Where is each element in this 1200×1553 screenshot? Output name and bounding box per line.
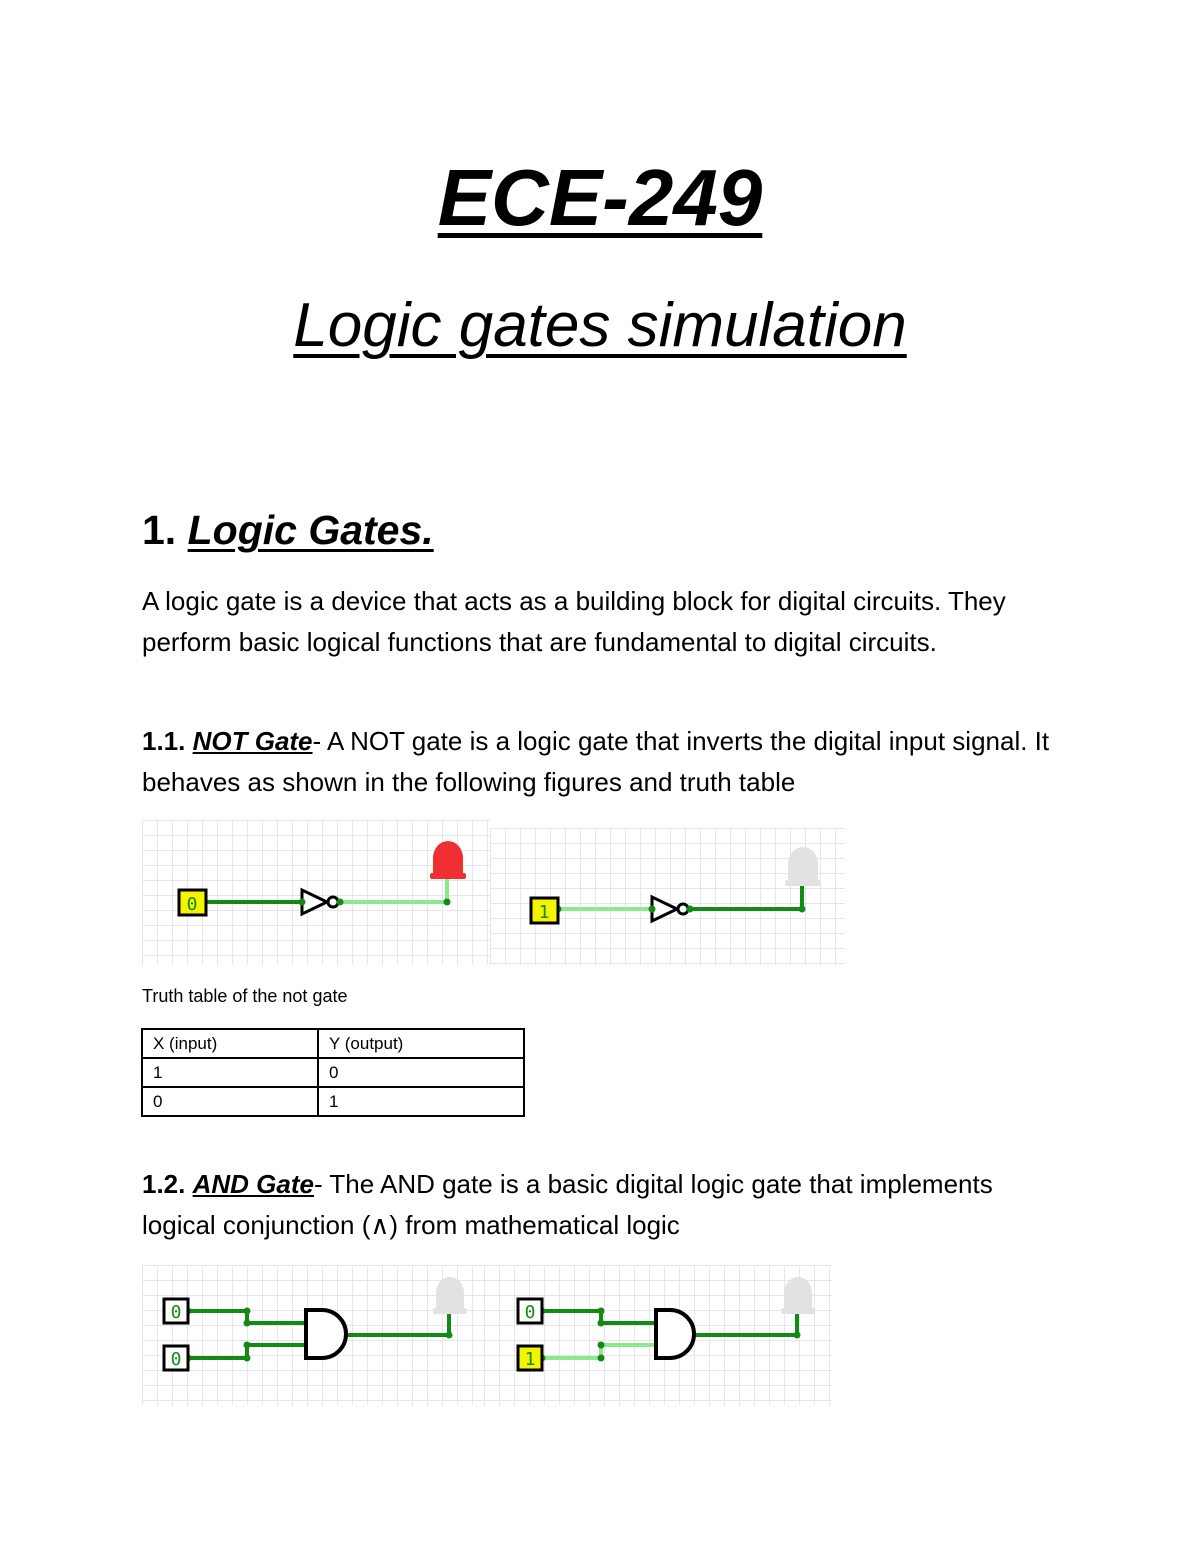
intro-paragraph: A logic gate is a device that acts as a building block for digital circuits. They perform basic logical functions that are fundamental to digital circuits.	[142, 586, 1006, 657]
input-switch-value: 1	[524, 1349, 536, 1370]
document-title: ECE-249	[437, 153, 763, 242]
input-switch[interactable]	[179, 890, 206, 915]
led-off-icon	[433, 1277, 467, 1314]
and-gate-description: - The AND gate is a basic digital logic gate that implements logical conjunction (∧) from mathematical logic	[142, 1169, 993, 1240]
table-cell: 1	[318, 1087, 524, 1116]
input-switch-value: 1	[538, 902, 550, 923]
input-switch-b[interactable]	[164, 1346, 188, 1370]
table-cell: 0	[318, 1058, 524, 1087]
not-gate-symbol	[302, 890, 338, 914]
led-on-icon	[430, 841, 466, 879]
table-cell: 1	[142, 1058, 318, 1087]
not-gate-description: - A NOT gate is a logic gate that inverts the digital input signal. It behaves as shown in the following figures and truth table	[142, 726, 1050, 797]
and-gate-symbol	[656, 1310, 694, 1358]
and-gate-paragraph	[142, 1164, 1062, 1246]
subsection-number: 1.2.	[142, 1169, 186, 1199]
input-wires	[188, 1311, 306, 1358]
led-off-icon	[781, 1277, 815, 1314]
input-switch-value: 0	[186, 894, 198, 915]
section-heading-logic-gates	[142, 506, 434, 555]
input-switch-value: 0	[170, 1349, 182, 1370]
input-switch-value: 0	[524, 1302, 536, 1323]
table-row	[142, 1058, 524, 1087]
input-switch[interactable]	[531, 898, 558, 923]
led-off-icon	[785, 847, 821, 886]
table-row	[142, 1087, 524, 1116]
truth-table-caption: Truth table of the not gate	[142, 986, 348, 1006]
table-header-cell: X (input)	[142, 1029, 318, 1058]
not-gate-truth-table	[141, 1028, 525, 1117]
and-gate-figure-inputs-0-0	[142, 1265, 484, 1405]
and-gate-symbol	[306, 1310, 346, 1358]
not-gate-figure-input-0	[142, 820, 490, 965]
document-subtitle: Logic gates simulation	[293, 291, 907, 360]
not-gate-paragraph	[142, 721, 1062, 803]
table-header-row	[142, 1029, 524, 1058]
input-switch-value: 0	[170, 1302, 182, 1323]
input-switch-a[interactable]	[164, 1299, 188, 1323]
input-switch-a[interactable]	[518, 1299, 542, 1323]
not-gate-figure-input-1	[490, 828, 845, 965]
section-number: 1.	[142, 507, 177, 553]
and-gate-name: AND Gate	[192, 1169, 314, 1199]
subsection-number: 1.1.	[142, 726, 186, 756]
and-gate-figure-inputs-0-1	[484, 1265, 832, 1405]
table-header-cell: Y (output)	[318, 1029, 524, 1058]
table-cell: 0	[142, 1087, 318, 1116]
not-gate-name: NOT Gate	[192, 726, 313, 756]
section-title: Logic Gates.	[187, 507, 434, 553]
input-switch-b[interactable]	[518, 1346, 542, 1370]
not-gate-symbol	[652, 897, 688, 921]
